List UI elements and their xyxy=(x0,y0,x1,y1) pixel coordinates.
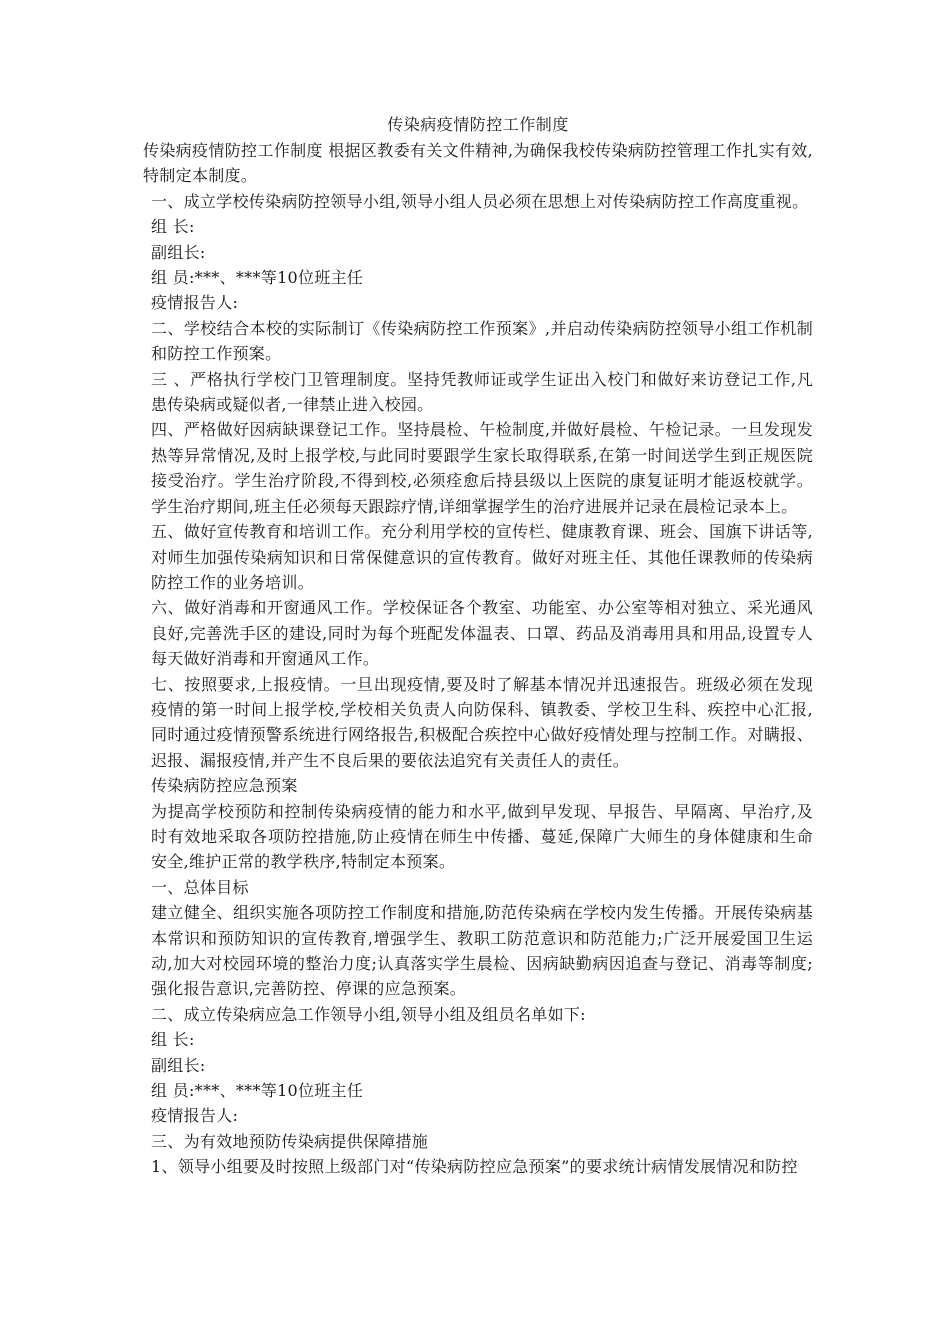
members-line: 组 员:***、***等10位班主任 xyxy=(151,268,364,288)
team-reporter-line: 疫情报告人: xyxy=(151,1106,239,1126)
team-deputy-line: 副组长: xyxy=(151,1055,206,1075)
document-page xyxy=(143,112,813,1180)
team-members-line: 组 员:***、***等10位班主任 xyxy=(151,1081,364,1101)
goal-paragraph: 建立健全、组织实施各项防控工作制度和措施,防范传染病在学校内发生传播。开展传染病基本常识和预防知识的宣传教育,增强学生、教职工防范意识和防范能力;广泛开展爱国卫生运动,加大对校园环境的整治力度;认真落实学生晨检、因病缺勤病因追查与登记、消毒等制度;强化报告意识,完善防控、停课的应急预案。 xyxy=(151,903,813,999)
section-7-paragraph: 七、按照要求,上报疫情。一旦出现疫情,要及时了解基本情况并迅速报告。班级必须在发现疫情的第一时间上报学校,学校相关负责人向防保科、镇教委、学校卫生科、疾控中心汇报,同时通过疫情预警系统进行网络报告,积极配合疾控中心做好疫情处理与控制工作。对瞒报、迟报、漏报疫情,并产生不良后果的要依法追究有关责任人的责任。 xyxy=(151,674,813,770)
emergency-plan-intro: 为提高学校预防和控制传染病疫情的能力和水平,做到早发现、早报告、早隔离、早治疗,及时有效地采取各项防控措施,防止疫情在师生中传播、蔓延,保障广大师生的身体健康和生命安全,维护正常的教学秩序,特制定本预案。 xyxy=(151,801,813,872)
measures-heading: 三、为有效地预防传染病提供保障措施 xyxy=(151,1131,429,1151)
reporter-line: 疫情报告人: xyxy=(151,293,239,313)
intro-paragraph: 传染病疫情防控工作制度 根据区教委有关文件精神,为确保我校传染病防控管理工作扎实有效,特制定本制度。 xyxy=(143,141,813,186)
team-heading: 二、成立传染病应急工作领导小组,领导小组及组员名单如下: xyxy=(151,1004,586,1024)
section-4-paragraph: 四、严格做好因病缺课登记工作。坚持晨检、午检制度,并做好晨检、午检记录。一旦发现发热等异常情况,及时上报学校,与此同时要跟学生家长取得联系,在第一时间送学生到正规医院接受治疗。学生治疗阶段,不得到校,必须痊愈后持县级以上医院的康复证明才能返校就学。学生治疗期间,班主任必须每天跟踪疗情,详细掌握学生的治疗进展并记录在晨检记录本上。 xyxy=(151,420,813,516)
section-5-paragraph: 五、做好宣传教育和培训工作。充分利用学校的宣传栏、健康教育课、班会、国旗下讲话等,对师生加强传染病知识和日常保健意识的宣传教育。做好对班主任、其他任课教师的传染病防控工作的业务培训。 xyxy=(151,522,813,592)
measure-1-paragraph: 1、领导小组要及时按照上级部门对“传染病防控应急预案”的要求统计病情发展情况和防控 xyxy=(151,1157,798,1177)
section-6-paragraph: 六、做好消毒和开窗通风工作。学校保证各个教室、功能室、办公室等相对独立、采光通风良好,完善洗手区的建设,同时为每个班配发体温表、口罩、药品及消毒用具和用品,设置专人每天做好消毒和开窗通风工作。 xyxy=(151,598,813,669)
leader-line: 组 长: xyxy=(151,217,195,237)
section-1-paragraph: 一、成立学校传染病防控领导小组,领导小组人员必须在思想上对传染病防控工作高度重视。 xyxy=(151,191,809,211)
goal-heading: 一、总体目标 xyxy=(151,877,249,897)
section-2-paragraph: 二、学校结合本校的实际制订《传染病防控工作预案》,并启动传染病防控领导小组工作机制和防控工作预案。 xyxy=(151,318,813,364)
team-leader-line: 组 长: xyxy=(151,1030,195,1050)
emergency-plan-heading: 传染病防控应急预案 xyxy=(151,776,298,796)
section-3-paragraph: 三 、严格执行学校门卫管理制度。坚持凭教师证或学生证出入校门和做好来访登记工作,凡患传染病或疑似者,一律禁止进入校园。 xyxy=(151,369,813,415)
deputy-leader-line: 副组长: xyxy=(151,242,206,262)
document-title: 传染病疫情防控工作制度 xyxy=(387,115,569,134)
